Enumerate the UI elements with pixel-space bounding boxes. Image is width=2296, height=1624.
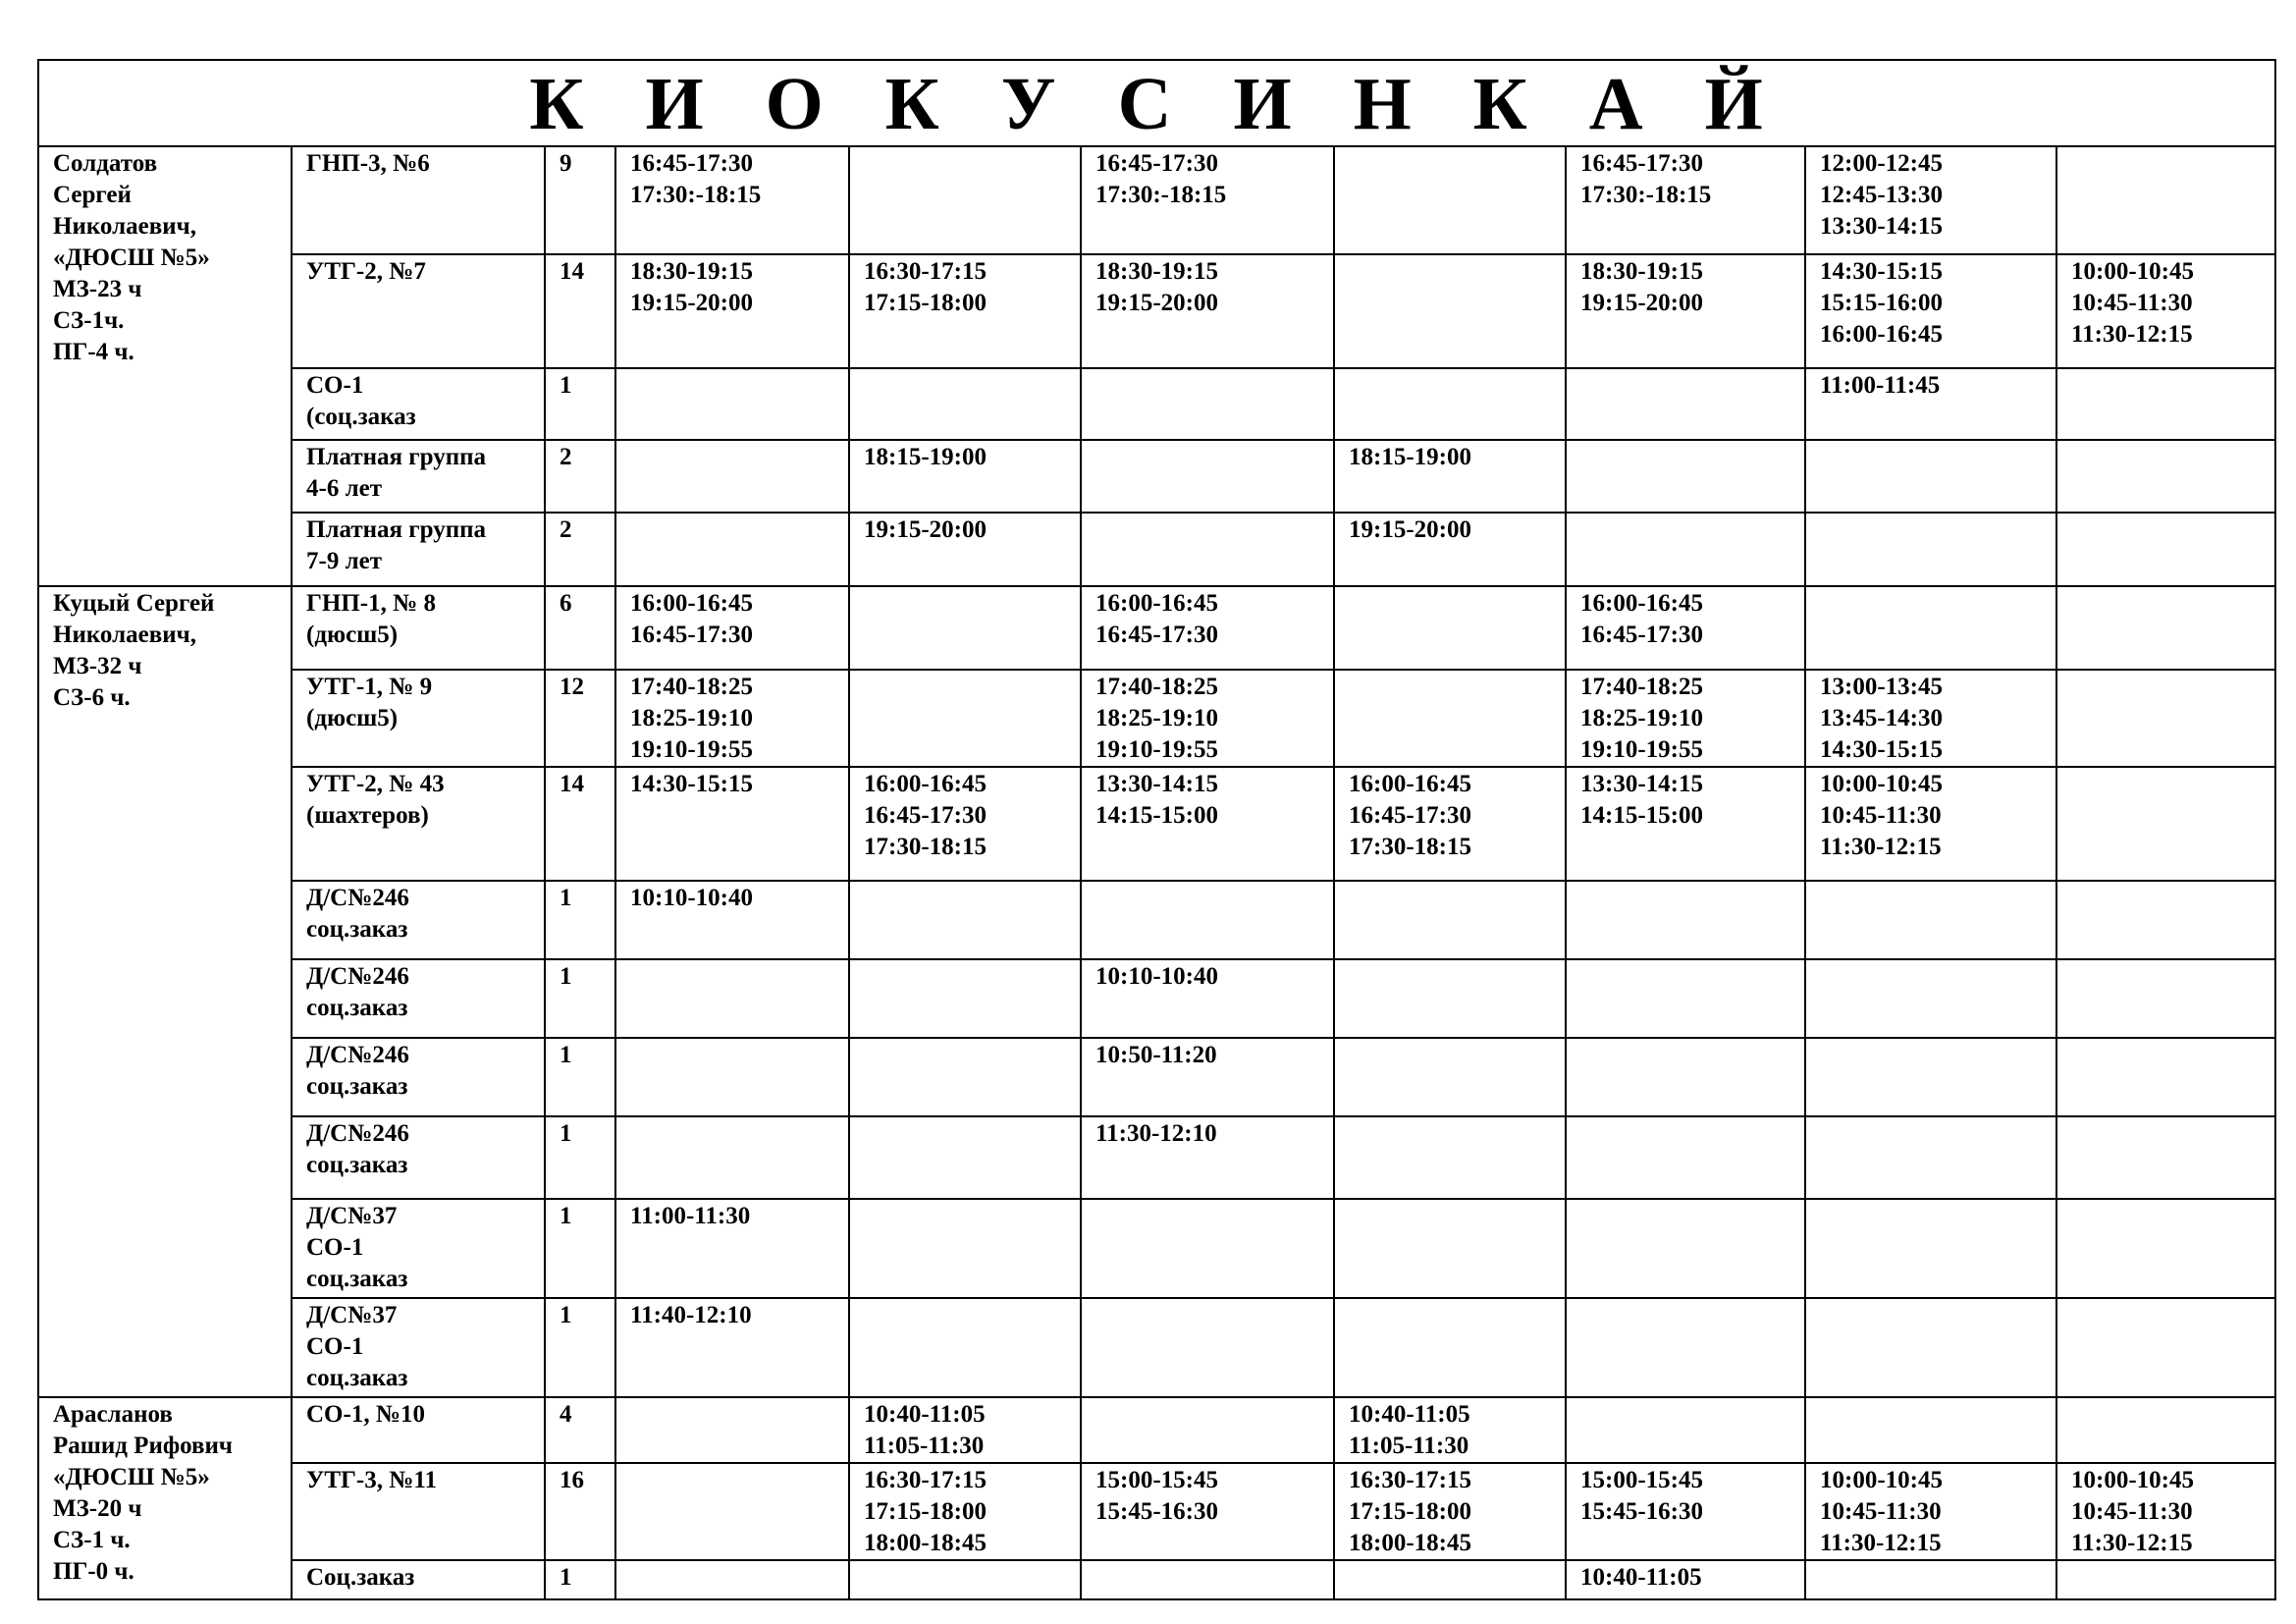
group-name: ГНП-3, №6 — [292, 146, 545, 254]
time-slot: 18:30-19:15 19:15-20:00 — [615, 254, 849, 368]
time-slot — [2056, 586, 2275, 670]
time-slot: 19:15-20:00 — [1334, 513, 1566, 586]
time-slot — [1334, 586, 1566, 670]
time-slot: 11:40-12:10 — [615, 1298, 849, 1397]
time-slot: 14:30-15:15 15:15-16:00 16:00-16:45 — [1805, 254, 2056, 368]
time-slot — [849, 1298, 1081, 1397]
group-count: 1 — [545, 1116, 615, 1199]
time-slot — [1334, 368, 1566, 440]
time-slot — [1805, 1560, 2056, 1599]
schedule-row — [38, 440, 2275, 513]
time-slot — [849, 146, 1081, 254]
group-name: Д/С№246 соц.заказ — [292, 1116, 545, 1199]
time-slot — [1566, 881, 1805, 959]
time-slot — [1805, 1116, 2056, 1199]
time-slot: 10:00-10:45 10:45-11:30 11:30-12:15 — [1805, 767, 2056, 881]
time-slot — [1805, 1199, 2056, 1298]
time-slot: 16:00-16:45 16:45-17:30 17:30-18:15 — [849, 767, 1081, 881]
schedule-row — [38, 586, 2275, 670]
time-slot: 11:30-12:10 — [1081, 1116, 1334, 1199]
time-slot: 18:15-19:00 — [1334, 440, 1566, 513]
group-count: 1 — [545, 368, 615, 440]
time-slot — [2056, 1397, 2275, 1463]
time-slot: 10:40-11:05 11:05-11:30 — [1334, 1397, 1566, 1463]
time-slot — [1081, 440, 1334, 513]
time-slot — [1081, 368, 1334, 440]
schedule-row — [38, 959, 2275, 1038]
time-slot — [1334, 1116, 1566, 1199]
group-name: Соц.заказ — [292, 1560, 545, 1599]
group-count: 4 — [545, 1397, 615, 1463]
schedule-table — [37, 59, 2276, 1600]
group-count: 1 — [545, 881, 615, 959]
time-slot — [2056, 767, 2275, 881]
time-slot: 16:45-17:30 17:30:-18:15 — [1566, 146, 1805, 254]
time-slot — [849, 368, 1081, 440]
time-slot — [1081, 1199, 1334, 1298]
time-slot: 10:50-11:20 — [1081, 1038, 1334, 1116]
time-slot — [849, 1038, 1081, 1116]
time-slot: 16:00-16:45 16:45-17:30 — [1081, 586, 1334, 670]
group-count: 14 — [545, 767, 615, 881]
schedule-row — [38, 1397, 2275, 1463]
time-slot — [2056, 1116, 2275, 1199]
schedule-row — [38, 254, 2275, 368]
time-slot: 16:30-17:15 17:15-18:00 — [849, 254, 1081, 368]
schedule-row — [38, 1463, 2275, 1560]
group-name: УТГ-2, № 43 (шахтеров) — [292, 767, 545, 881]
time-slot — [1805, 959, 2056, 1038]
group-name: Д/С№246 соц.заказ — [292, 1038, 545, 1116]
time-slot — [849, 1199, 1081, 1298]
time-slot: 17:40-18:25 18:25-19:10 19:10-19:55 — [1566, 670, 1805, 767]
coach-info: Солдатов Сергей Николаевич, «ДЮСШ №5» МЗ-23 ч СЗ-1ч. ПГ-4 ч. — [38, 146, 292, 586]
schedule-row — [38, 146, 2275, 254]
group-count: 16 — [545, 1463, 615, 1560]
time-slot: 17:40-18:25 18:25-19:10 19:10-19:55 — [1081, 670, 1334, 767]
time-slot: 16:45-17:30 17:30:-18:15 — [615, 146, 849, 254]
coach-info: Куцый Сергей Николаевич, МЗ-32 ч СЗ-6 ч. — [38, 586, 292, 1397]
time-slot: 13:30-14:15 14:15-15:00 — [1081, 767, 1334, 881]
time-slot — [2056, 959, 2275, 1038]
time-slot — [2056, 1560, 2275, 1599]
time-slot — [1566, 368, 1805, 440]
time-slot: 10:00-10:45 10:45-11:30 11:30-12:15 — [2056, 254, 2275, 368]
time-slot: 10:40-11:05 11:05-11:30 — [849, 1397, 1081, 1463]
time-slot — [1334, 146, 1566, 254]
time-slot — [1805, 881, 2056, 959]
group-name: Платная группа 4-6 лет — [292, 440, 545, 513]
time-slot — [615, 513, 849, 586]
schedule-body — [38, 60, 2275, 1599]
group-name: СО-1 (соц.заказ — [292, 368, 545, 440]
time-slot: 18:30-19:15 19:15-20:00 — [1081, 254, 1334, 368]
time-slot — [615, 1038, 849, 1116]
group-name: Платная группа 7-9 лет — [292, 513, 545, 586]
time-slot — [1334, 959, 1566, 1038]
time-slot — [1566, 1038, 1805, 1116]
time-slot: 10:10-10:40 — [615, 881, 849, 959]
time-slot — [2056, 440, 2275, 513]
time-slot — [1566, 1116, 1805, 1199]
time-slot: 13:00-13:45 13:45-14:30 14:30-15:15 — [1805, 670, 2056, 767]
time-slot: 10:10-10:40 — [1081, 959, 1334, 1038]
group-name: УТГ-2, №7 — [292, 254, 545, 368]
time-slot — [1805, 1397, 2056, 1463]
time-slot — [2056, 368, 2275, 440]
schedule-row — [38, 767, 2275, 881]
group-name: СО-1, №10 — [292, 1397, 545, 1463]
time-slot — [1081, 1298, 1334, 1397]
time-slot — [615, 1463, 849, 1560]
group-count: 1 — [545, 1038, 615, 1116]
page-title: К И О К У С И Н К А Й — [38, 60, 2275, 146]
time-slot: 14:30-15:15 — [615, 767, 849, 881]
schedule-row — [38, 368, 2275, 440]
time-slot — [1334, 1560, 1566, 1599]
time-slot: 11:00-11:45 — [1805, 368, 2056, 440]
time-slot — [1334, 254, 1566, 368]
coach-info: Арасланов Рашид Рифович «ДЮСШ №5» МЗ-20 ч СЗ-1 ч. ПГ-0 ч. — [38, 1397, 292, 1599]
group-name: Д/С№246 соц.заказ — [292, 881, 545, 959]
group-count: 6 — [545, 586, 615, 670]
schedule-row — [38, 1298, 2275, 1397]
group-name: Д/С№246 соц.заказ — [292, 959, 545, 1038]
schedule-row — [38, 670, 2275, 767]
time-slot — [1566, 513, 1805, 586]
time-slot — [615, 368, 849, 440]
group-count: 14 — [545, 254, 615, 368]
time-slot — [849, 1560, 1081, 1599]
time-slot — [1566, 440, 1805, 513]
time-slot — [2056, 881, 2275, 959]
time-slot: 10:00-10:45 10:45-11:30 11:30-12:15 — [2056, 1463, 2275, 1560]
group-count: 1 — [545, 1298, 615, 1397]
time-slot — [1334, 1038, 1566, 1116]
time-slot: 15:00-15:45 15:45-16:30 — [1081, 1463, 1334, 1560]
time-slot — [1805, 586, 2056, 670]
time-slot: 10:00-10:45 10:45-11:30 11:30-12:15 — [1805, 1463, 2056, 1560]
time-slot — [1081, 1560, 1334, 1599]
time-slot — [849, 670, 1081, 767]
time-slot — [1081, 881, 1334, 959]
time-slot — [2056, 146, 2275, 254]
time-slot — [849, 881, 1081, 959]
group-name: УТГ-1, № 9 (дюсш5) — [292, 670, 545, 767]
schedule-row — [38, 881, 2275, 959]
time-slot: 16:00-16:45 16:45-17:30 — [615, 586, 849, 670]
group-name: Д/С№37 СО-1 соц.заказ — [292, 1298, 545, 1397]
group-name: Д/С№37 СО-1 соц.заказ — [292, 1199, 545, 1298]
time-slot — [1566, 1199, 1805, 1298]
time-slot — [1334, 670, 1566, 767]
time-slot: 16:30-17:15 17:15-18:00 18:00-18:45 — [849, 1463, 1081, 1560]
time-slot: 11:00-11:30 — [615, 1199, 849, 1298]
schedule-row — [38, 1038, 2275, 1116]
time-slot: 16:00-16:45 16:45-17:30 — [1566, 586, 1805, 670]
time-slot — [849, 959, 1081, 1038]
time-slot: 13:30-14:15 14:15-15:00 — [1566, 767, 1805, 881]
time-slot — [1805, 1038, 2056, 1116]
time-slot — [1566, 959, 1805, 1038]
time-slot — [2056, 513, 2275, 586]
group-name: УТГ-3, №11 — [292, 1463, 545, 1560]
time-slot — [1081, 1397, 1334, 1463]
time-slot — [1334, 1199, 1566, 1298]
time-slot — [615, 1397, 849, 1463]
time-slot: 18:15-19:00 — [849, 440, 1081, 513]
time-slot — [1566, 1298, 1805, 1397]
time-slot — [849, 1116, 1081, 1199]
title-row — [38, 60, 2275, 146]
group-name: ГНП-1, № 8 (дюсш5) — [292, 586, 545, 670]
group-count: 2 — [545, 440, 615, 513]
time-slot: 16:00-16:45 16:45-17:30 17:30-18:15 — [1334, 767, 1566, 881]
time-slot: 16:45-17:30 17:30:-18:15 — [1081, 146, 1334, 254]
time-slot: 16:30-17:15 17:15-18:00 18:00-18:45 — [1334, 1463, 1566, 1560]
time-slot — [1566, 1397, 1805, 1463]
time-slot — [615, 1116, 849, 1199]
time-slot: 18:30-19:15 19:15-20:00 — [1566, 254, 1805, 368]
time-slot: 15:00-15:45 15:45-16:30 — [1566, 1463, 1805, 1560]
group-count: 12 — [545, 670, 615, 767]
schedule-row — [38, 1116, 2275, 1199]
group-count: 1 — [545, 1199, 615, 1298]
time-slot — [1805, 513, 2056, 586]
time-slot — [1334, 881, 1566, 959]
time-slot — [615, 1560, 849, 1599]
schedule-row — [38, 1560, 2275, 1599]
time-slot — [2056, 1298, 2275, 1397]
group-count: 1 — [545, 1560, 615, 1599]
time-slot — [1334, 1298, 1566, 1397]
group-count: 1 — [545, 959, 615, 1038]
time-slot: 19:15-20:00 — [849, 513, 1081, 586]
time-slot — [849, 586, 1081, 670]
time-slot — [2056, 1199, 2275, 1298]
time-slot — [1805, 1298, 2056, 1397]
time-slot: 17:40-18:25 18:25-19:10 19:10-19:55 — [615, 670, 849, 767]
group-count: 9 — [545, 146, 615, 254]
schedule-row — [38, 1199, 2275, 1298]
time-slot: 10:40-11:05 — [1566, 1560, 1805, 1599]
schedule-row — [38, 513, 2275, 586]
time-slot — [615, 440, 849, 513]
time-slot — [2056, 670, 2275, 767]
group-count: 2 — [545, 513, 615, 586]
time-slot — [1805, 440, 2056, 513]
time-slot — [2056, 1038, 2275, 1116]
time-slot: 12:00-12:45 12:45-13:30 13:30-14:15 — [1805, 146, 2056, 254]
time-slot — [615, 959, 849, 1038]
time-slot — [1081, 513, 1334, 586]
